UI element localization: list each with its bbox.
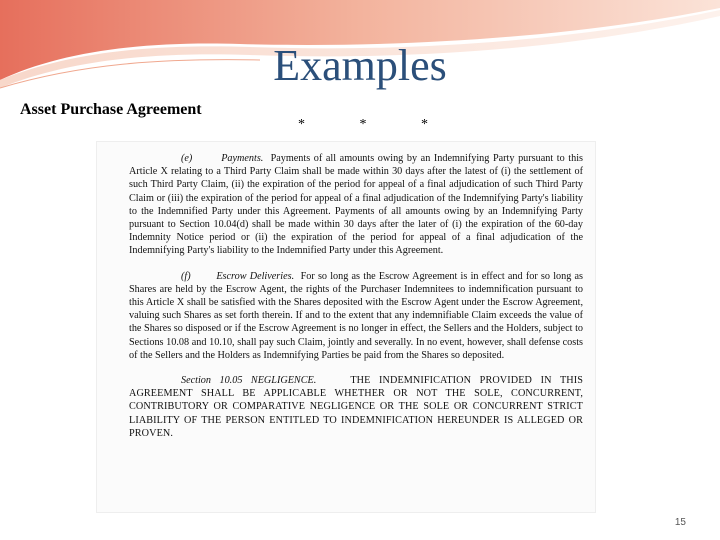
paragraph-label: (e) [181,153,193,164]
paragraph-heading: Escrow Deliveries. [216,270,295,282]
scanned-document-excerpt [96,141,596,513]
paragraph-text: THE INDEMNIFICATION PROVIDED IN THIS AGREEMENT SHALL BE APPLICABLE WHETHER OR NOT THE SOLE, CONCURRENT, CONTRIBUTORY OR COMPARATIVE NEGLIGENCE OR THE SOLE OR CONCURRENT STRICT LIABILITY OF THE PERSON ENTITLED TO INDEMNIFICATION HEREUNDER IS ALLEGED OR PROVEN. [129,375,584,439]
section-separator [298,117,428,133]
separator-asterisk: * [421,117,428,132]
slide-title: Examples [273,41,447,90]
separator-asterisk: * [298,117,305,132]
paragraph-label: (f) [181,270,191,282]
paragraph-heading: Section 10.05 NEGLIGENCE. [181,375,317,387]
paragraph-heading: Payments. [221,153,264,164]
document-subtitle: Asset Purchase Agreement [20,101,202,118]
paragraph-text: Payments of all amounts owing by an Indemnifying Party pursuant to this Article X relating to a Third Party Claim shall be made within 30 days after the latest of (i) the settlement of such Third Party Claim, (ii) the expiration of the period for appeal of a final adjudication of such Third Party Claim or (iii) the expiration of the period for appeal of a final adjudication of the Indemnifying Party's liability to the Indemnified Party under this Agreement. Payments of all amounts owing by an Indemnifying Party pursuant to Section 10.04(d) shall be made within 30 days after the later of (i) the expiration of the 60-day Indemnity Notice period or (ii) the expiration of the period for appeal of a final adjudication of the Indemnifying Party's liability to the Indemnified Party under this Agreement. [129,153,584,257]
paragraph-escrow-deliveries [129,270,583,362]
paragraph-payments [129,152,583,258]
paragraph-text: For so long as the Escrow Agreement is in effect and for so long as Shares are held by the Escrow Agent, the rights of the Purchaser Indemnitees to indemnification pursuant to this Article X shall be satisfied with the Shares deposited with the Escrow Agent under the Escrow Agreement, valuing such Shares as set forth therein. If and to the extent that any indemnifiable Claim exceeds the value of the Shares so disposed or if the Escrow Agreement is no longer in effect, the Sellers and the Holders, subject to Sections 10.08 and 10.10, shall pay such Claim, jointly and severally. In no event, however, shall defense costs of the Sellers and the Holders as Indemnifying Parties be paid from the Shares so deposited. [129,270,584,361]
separator-asterisk: * [359,117,367,132]
page-number: 15 [674,517,686,528]
paragraph-negligence [129,374,583,440]
